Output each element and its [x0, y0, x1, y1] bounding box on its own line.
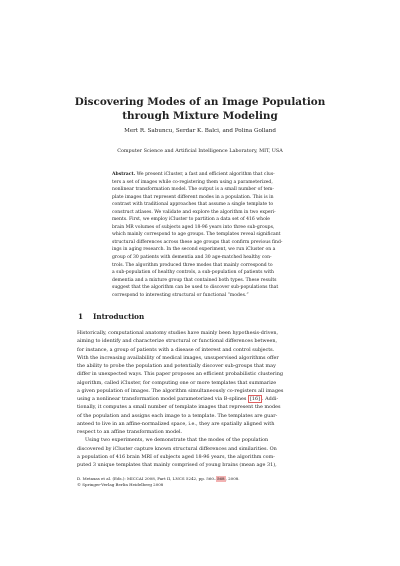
title-line-2: through Mixture Modeling [122, 110, 278, 122]
section-title: Introduction [93, 312, 145, 321]
abstract-line: ings in aging research. In the second experiment, we run iCluster on a [112, 247, 276, 253]
body-line: differ in unexpected ways. This paper proposes an efficient probabilistic clustering [77, 371, 283, 378]
body-line-text: ally, it computes a small number of template images that represent the modes [86, 404, 281, 411]
body-line: anteed to live in an affine-normalized space, i.e., they are spatially aligned with [77, 420, 275, 427]
abstract-line [112, 171, 306, 179]
body-line: the ability to probe the population and potentially discover sub-groups that may [77, 363, 276, 369]
abstract-line-text: We present iCluster, a fast and efficient algorithm that clus- [136, 172, 275, 177]
abstract-line: suggest that the algorithm can be used to discover sub-populations that [112, 285, 279, 291]
abstract-line: ments. First, we employ iCluster to partition a data set of 416 whole [112, 217, 270, 223]
citation-link[interactable]: [16] [249, 396, 260, 402]
body-line: algorithm, called iCluster, for computing one or more templates that summarize [77, 379, 277, 386]
abstract-line: trols. The algorithm produced three modes that mainly correspond to [112, 262, 273, 268]
body-line [77, 395, 323, 403]
section-number: 1 [78, 312, 84, 321]
footer-text: D. Metaxas et al. (Eds.): MICCAI 2008, Part II, LNCS 5242, pp. 560– [77, 476, 216, 481]
body-line: a population of 416 brain MRI of subjects aged 18-96 years, the algorithm com- [77, 453, 275, 460]
body-line-text: using a nonlinear transformation model parameterized via B-splines [77, 396, 247, 402]
footer-text: , 2008. [225, 476, 240, 481]
body-line [77, 403, 323, 411]
body-line: for instance, a group of patients with a disease of interest and control subjects. [77, 346, 275, 353]
body-line: of the population and assigns each image to a template. The templates are guar- [77, 412, 278, 419]
abstract-line: nonlinear transformation model. The output is a small number of tem- [112, 187, 274, 193]
footer-page-highlight: 568 [216, 476, 225, 481]
abstract-line: contrast with traditional approaches that assume a single template to [112, 202, 274, 208]
body-line: Using two experiments, we demonstrate that the modes of the population [85, 437, 269, 444]
abstract-line: a sub-population of healthy controls, a sub-population of patients with [112, 270, 274, 276]
abstract-line: correspond to interesting structural or functional “modes.” [112, 292, 249, 298]
copyright-line: © Springer-Verlag Berlin Heidelberg 2008 [77, 482, 164, 488]
body-line-text: . Addi- [262, 396, 279, 402]
abstract-line: which mainly correspond to age groups. The templates reveal significant [112, 232, 281, 238]
abstract-line: ters a set of images while co-registering them using a parameterized, [112, 179, 273, 185]
body-line: a given population of images. The algorithm simultaneously co-registers all images [77, 387, 284, 394]
abstract-line: structural differences across these age groups that confirm previous find- [112, 239, 283, 245]
introduction-body [77, 329, 323, 469]
abstract-line: construct atlases. We validate and explore the algorithm in two experi- [112, 209, 276, 215]
abstract-line: brain MR volumes of subjects aged 18-96 years into three sub-groups, [112, 224, 275, 230]
paper-title [60, 95, 340, 123]
abstract-line: group of 30 patients with dementia and 30 age-matched healthy con- [112, 255, 272, 261]
page-footer [77, 476, 323, 488]
abstract-line: dementia and a mixture group that contained both types. These results [112, 277, 277, 283]
body-line: aiming to identify and characterize structural or functional differences between, [77, 338, 278, 345]
abstract-block [112, 171, 306, 299]
author-list: Mert R. Sabuncu, Serdar K. Balci, and Polina Golland [124, 128, 276, 134]
title-line-1: Discovering Modes of an Image Population [74, 96, 326, 108]
body-line: With the increasing availability of medical images, unsupervised algorithms offer [77, 354, 279, 361]
section-heading [78, 312, 144, 321]
body-line: respect to an affine transformation model. [77, 429, 183, 435]
abstract-label: Abstract. [112, 172, 136, 177]
affiliation: Computer Science and Artificial Intelligence Laboratory, MIT, USA [117, 148, 283, 154]
body-line: puted 3 unique templates that mainly comprised of young brains (mean age 31), [77, 462, 277, 468]
body-line: Historically, computational anatomy studies have mainly been hypothesis-driven, [77, 330, 279, 336]
body-line-text: tion [77, 404, 87, 411]
abstract-line: plate images that represent different modes in a population. This is in [112, 194, 274, 200]
body-line: discovered by iCluster capture known structural differences and similarities. On [77, 445, 277, 452]
